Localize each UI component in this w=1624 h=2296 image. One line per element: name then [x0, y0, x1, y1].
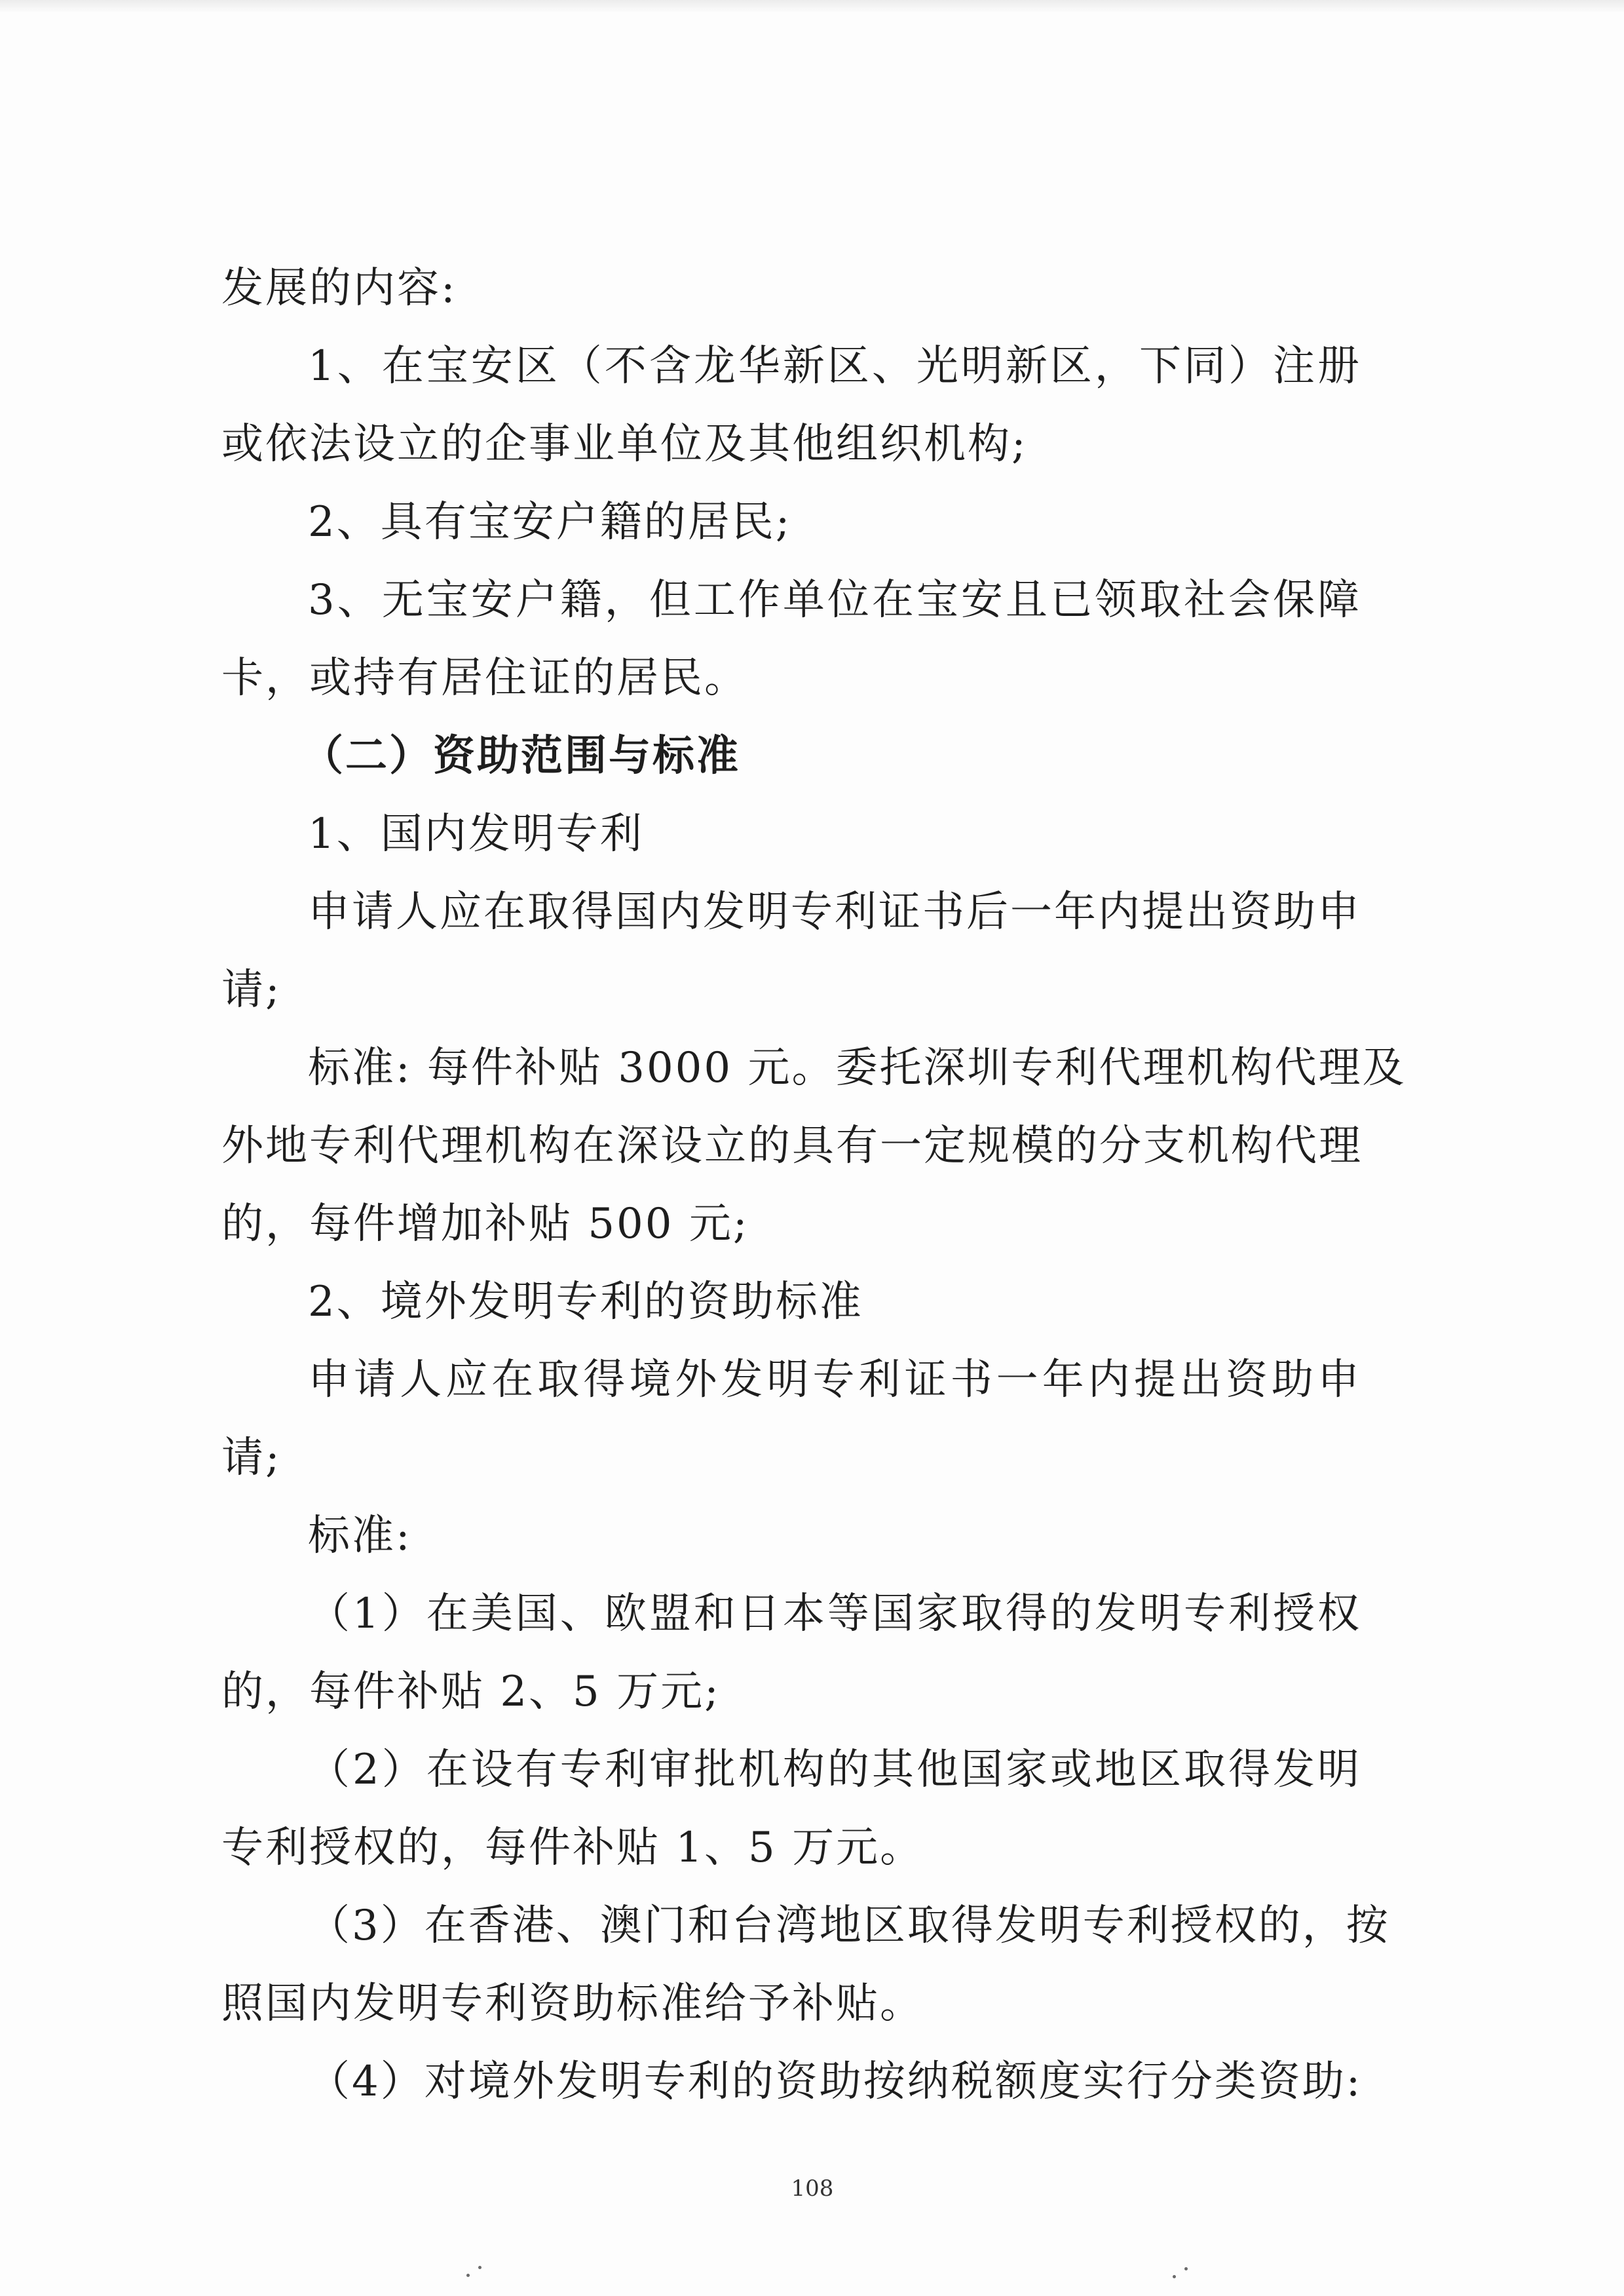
- list-item-2: 2、具有宝安户籍的居民;: [308, 498, 792, 546]
- page-number: 108: [791, 2175, 834, 2202]
- overseas-application-line-2: 请;: [221, 1434, 282, 1482]
- subsection-domestic-title: 1、国内发明专利: [308, 810, 644, 858]
- overseas-application-line-1: 申请人应在取得境外发明专利证书一年内提出资助申: [308, 1356, 1361, 1404]
- overseas-item-1-line-1: （1）在美国、欧盟和日本等国家取得的发明专利授权: [308, 1590, 1361, 1638]
- domestic-application-line-1: 申请人应在取得国内发明专利证书后一年内提出资助申: [308, 888, 1361, 936]
- overseas-item-3-line-2: 照国内发明专利资助标准给予补贴。: [221, 1980, 924, 2028]
- domestic-application-line-2: 请;: [221, 966, 282, 1014]
- paragraph-line-intro: 发展的内容:: [221, 264, 457, 313]
- domestic-standard-line-3: 的，每件增加补贴 500 元;: [221, 1200, 749, 1248]
- scan-speck: [478, 2266, 482, 2269]
- subsection-overseas-title: 2、境外发明专利的资助标准: [308, 1278, 863, 1326]
- overseas-item-2-line-1: （2）在设有专利审批机构的其他国家或地区取得发明: [308, 1746, 1361, 1794]
- section-heading: （二）资助范围与标准: [301, 732, 740, 780]
- scan-speck: [466, 2274, 470, 2277]
- domestic-standard-line-1: 标准: 每件补贴 3000 元。委托深圳专利代理机构代理及: [308, 1044, 1407, 1092]
- domestic-standard-line-2: 外地专利代理机构在深设立的具有一定规模的分支机构代理: [221, 1122, 1363, 1170]
- scan-top-edge: [0, 0, 1624, 13]
- overseas-item-3-line-1: （3）在香港、澳门和台湾地区取得发明专利授权的，按: [308, 1902, 1390, 1950]
- list-item-3-line-2: 卡，或持有居住证的居民。: [221, 654, 748, 702]
- list-item-3-line-1: 3、无宝安户籍，但工作单位在宝安且已领取社会保障: [308, 576, 1361, 624]
- overseas-item-2-line-2: 专利授权的，每件补贴 1、5 万元。: [221, 1824, 924, 1872]
- overseas-standard-label: 标准:: [308, 1512, 412, 1560]
- overseas-item-4-line-1: （4）对境外发明专利的资助按纳税额度实行分类资助:: [308, 2057, 1363, 2106]
- scan-speck: [1184, 2267, 1188, 2270]
- scan-speck: [1173, 2275, 1176, 2278]
- list-item-1-line-1: 1、在宝安区（不含龙华新区、光明新区，下同）注册: [308, 342, 1361, 391]
- list-item-1-line-2: 或依法设立的企事业单位及其他组织机构;: [221, 420, 1028, 469]
- overseas-item-1-line-2: 的，每件补贴 2、5 万元;: [221, 1668, 721, 1716]
